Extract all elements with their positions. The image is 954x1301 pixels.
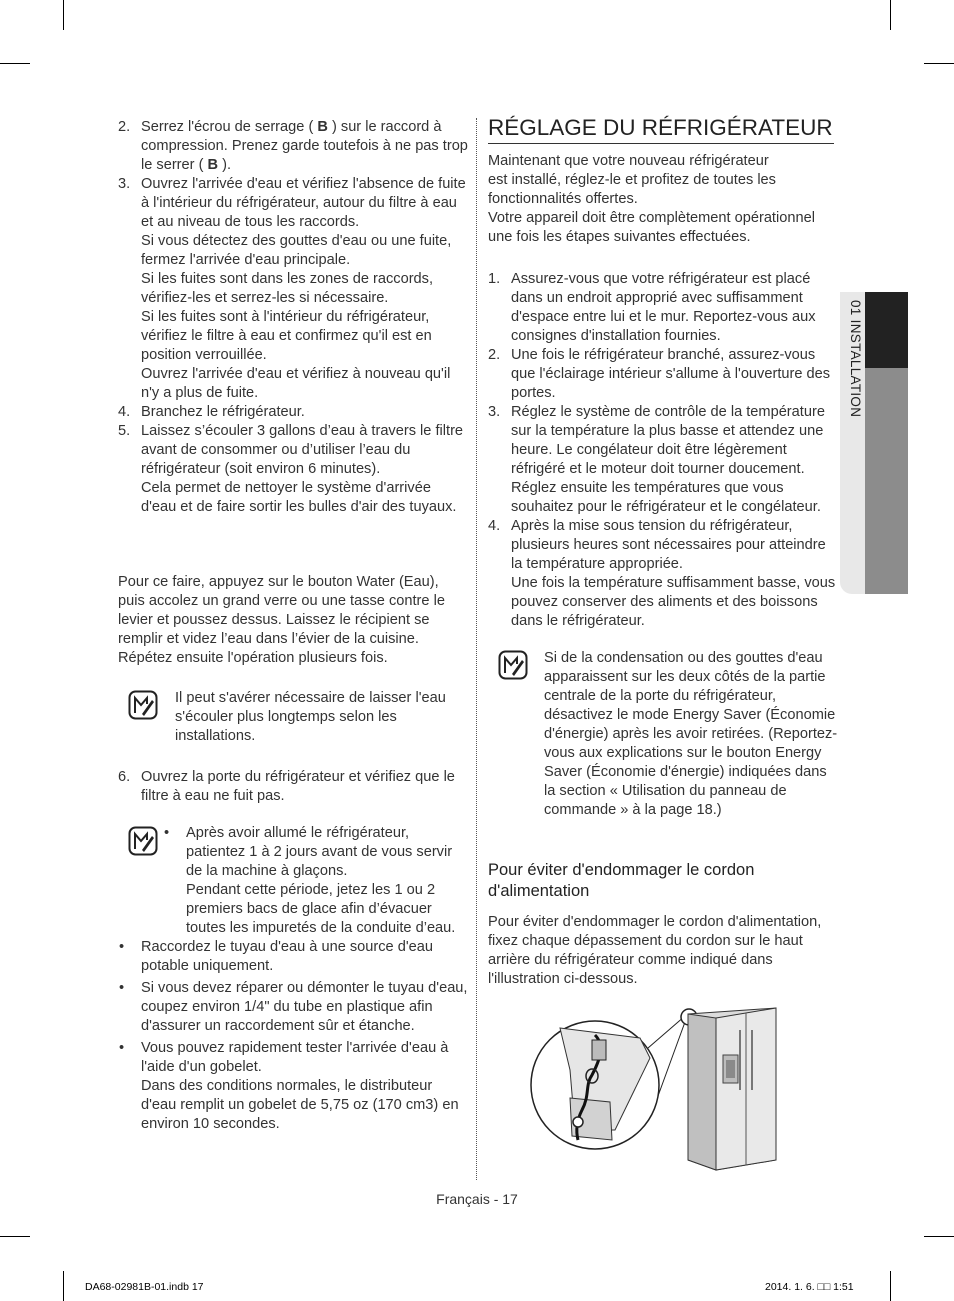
cord-paragraph: Pour éviter d'endommager le cordon d'alimentation, fixez chaque dépassement du cordon sur le haut arrière du réfrigérateur comme indiqué dans l'illustration ci-dessous. <box>488 914 822 987</box>
step-text: Ouvrez l'arrivée d'eau et vérifiez l'absence de fuite à l'intérieur du réfrigérateur, autour du filtre à eau et au niveau de tous les raccords. <box>141 176 466 230</box>
install-steps-continued <box>118 118 468 517</box>
step-item: 2. Serrez l'écrou de serrage ( B ) sur le raccord à compression. Prenez garde toutefois à ne pas trop le serrer ( B ). <box>118 119 468 173</box>
step-text: Laissez s’écouler 3 gallons d’eau à travers le filtre avant de consommer ou d’utiliser l’eau du réfrigérateur (soit environ 6 minutes). <box>141 423 464 477</box>
intro-paragraph: Votre appareil doit être complètement opérationnel une fois les étapes suivantes effectuées. <box>488 210 815 245</box>
step-item <box>488 346 838 403</box>
step-text: Une fois le réfrigérateur branché, assurez-vous que l'éclairage intérieur s'allume à l'ouverture des portes. <box>511 347 831 401</box>
step-item <box>488 517 838 631</box>
step-item <box>118 422 468 517</box>
intro-paragraph: Maintenant que votre nouveau réfrigérateur est installé, réglez-le et profitez de toutes les fonctionnalités offertes. <box>488 153 776 207</box>
step-text: Après la mise sous tension du réfrigérateur, plusieurs heures sont nécessaires pour atteindre la température appropriée. <box>511 518 826 572</box>
crop-mark <box>0 63 30 64</box>
step-6-list <box>118 768 468 806</box>
crop-mark <box>924 63 954 64</box>
crop-mark <box>890 0 891 30</box>
step-extra: Si vous détectez des gouttes d'eau ou une fuite, fermez l'arrivée d'eau principale. <box>141 233 452 268</box>
bullet-extra: Pendant cette période, jetez les 1 ou 2 premiers bacs de glace afin d’évacuer toutes les impuretés de la conduite d’eau. <box>186 882 456 936</box>
step-number: 5. <box>118 423 131 439</box>
crop-mark <box>63 0 64 30</box>
flush-paragraph: Pour ce faire, appuyez sur le bouton Water (Eau), puis accolez un grand verre ou une tasse contre le levier et poussez dessus. Laissez le récipient se remplir et videz l’eau dans l’évier de la cuisine. Répétez ensuite l'opération plusieurs fois. <box>118 574 445 666</box>
step-extra: Ouvrez l'arrivée d'eau et vérifiez à nouveau qu'il n'y a plus de fuite. <box>141 366 451 401</box>
column-divider <box>476 118 477 1180</box>
step-text: Assurez-vous que votre réfrigérateur est placé dans un endroit approprié avec suffisamment d'espace entre lui et le mur. Reportez-vous aux consignes d'installation fournies. <box>511 271 816 344</box>
step-number: 1. <box>488 271 501 287</box>
step-number: 2. <box>118 119 131 135</box>
step-extra: Cela permet de nettoyer le système d'arrivée d'eau et de faire sortir les bulles d'air des tuyaux. <box>141 480 457 515</box>
step-item <box>118 175 468 403</box>
bullet-text: Vous pouvez rapidement tester l'arrivée d'eau à l'aide d'un gobelet. <box>141 1040 449 1075</box>
setup-steps <box>488 270 838 631</box>
side-tab-bar <box>865 368 908 594</box>
bullet-item <box>118 938 468 976</box>
bullet-dot: • <box>119 980 125 996</box>
note-pencil-icon <box>128 690 158 720</box>
print-slug-left: DA68-02981B-01.indb 17 <box>85 1281 204 1293</box>
step-extra: Si les fuites sont dans les zones de raccords, vérifiez-les et serrez-les si nécessaire. <box>141 271 434 306</box>
bullet-dot: • <box>119 1040 125 1056</box>
bullet-item <box>118 824 468 938</box>
step-text: Branchez le réfrigérateur. <box>141 404 305 420</box>
step-number: 3. <box>118 176 131 192</box>
bullet-item <box>118 1039 468 1134</box>
step-item <box>118 768 468 806</box>
subsection-heading: Pour éviter d'endommager le cordon d'alimentation <box>488 861 755 900</box>
note-text: Si de la condensation ou des gouttes d'eau apparaissent sur les deux côtés de la partie centrale de la porte du réfrigérateur, désactivez le mode Energy Saver (Économie d'énergie) après les avoir retirées. (Reportez-vous aux explications sur le bouton Energy Saver (Économie d'énergie) indiquées dans la section « Utilisation du panneau de commande » à la page 18.) <box>544 650 838 818</box>
tips-bullet-list <box>118 824 468 1134</box>
step-item <box>118 403 468 422</box>
crop-mark <box>0 1236 30 1237</box>
bullet-dot: • <box>119 939 125 955</box>
note-pencil-icon <box>498 650 528 680</box>
bullet-text: Raccordez le tuyau d'eau à une source d'eau potable uniquement. <box>141 939 433 974</box>
step-extra: Si les fuites sont à l'intérieur du réfrigérateur, vérifiez le filtre à eau et confirmez qu'il est en position verrouillée. <box>141 309 432 363</box>
step-text: Ouvrez la porte du réfrigérateur et vérifiez que le filtre à eau ne fuit pas. <box>141 769 455 804</box>
step-text: Réglez le système de contrôle de la température sur la température la plus basse et attendez une heure. Le congélateur doit être légèrement réfrigéré et le moteur doit tourner doucement. Réglez ensuite les températures que vous souhaitez pour le réfrigérateur et le congélateur. <box>511 404 825 515</box>
step-number: 6. <box>118 769 131 785</box>
crop-mark <box>890 1271 891 1301</box>
bullet-text: Après avoir allumé le réfrigérateur, patientez 1 à 2 jours avant de vous servir de la machine à glaçons. <box>186 825 453 879</box>
side-tab-marker <box>865 292 908 368</box>
bullet-text: Si vous devez réparer ou démonter le tuyau d'eau, coupez environ 1/4" du tube en plastique afin d'assurer un raccordement sûr et étanche. <box>141 980 468 1034</box>
crop-mark <box>63 1271 64 1301</box>
print-slug-right: 2014. 1. 6. □□ 1:51 <box>765 1281 854 1293</box>
left-column <box>118 118 468 517</box>
crop-mark <box>924 1236 954 1237</box>
step-item <box>488 270 838 346</box>
chapter-label: 01 INSTALLATION <box>848 300 863 418</box>
step-number: 2. <box>488 347 501 363</box>
step-item <box>488 403 838 517</box>
section-title: RÉGLAGE DU RÉFRIGÉRATEUR <box>488 113 834 144</box>
step-number: 3. <box>488 404 501 420</box>
step-number: 4. <box>118 404 131 420</box>
refrigerator-cord-illustration <box>530 1000 780 1172</box>
note-text: Il peut s'avérer nécessaire de laisser l'eau s'écouler plus longtemps selon les installations. <box>175 690 446 744</box>
step-number: 4. <box>488 518 501 534</box>
step-extra: Une fois la température suffisamment basse, vous pouvez conserver des aliments et des boissons dans le réfrigérateur. <box>511 575 836 629</box>
page-number: Français - 17 <box>436 1191 518 1207</box>
bullet-item <box>118 979 468 1036</box>
bullet-dot: • <box>164 825 170 841</box>
bullet-extra: Dans des conditions normales, le distributeur d'eau remplit un gobelet de 5,75 oz (170 cm3) en environ 10 secondes. <box>141 1078 459 1132</box>
